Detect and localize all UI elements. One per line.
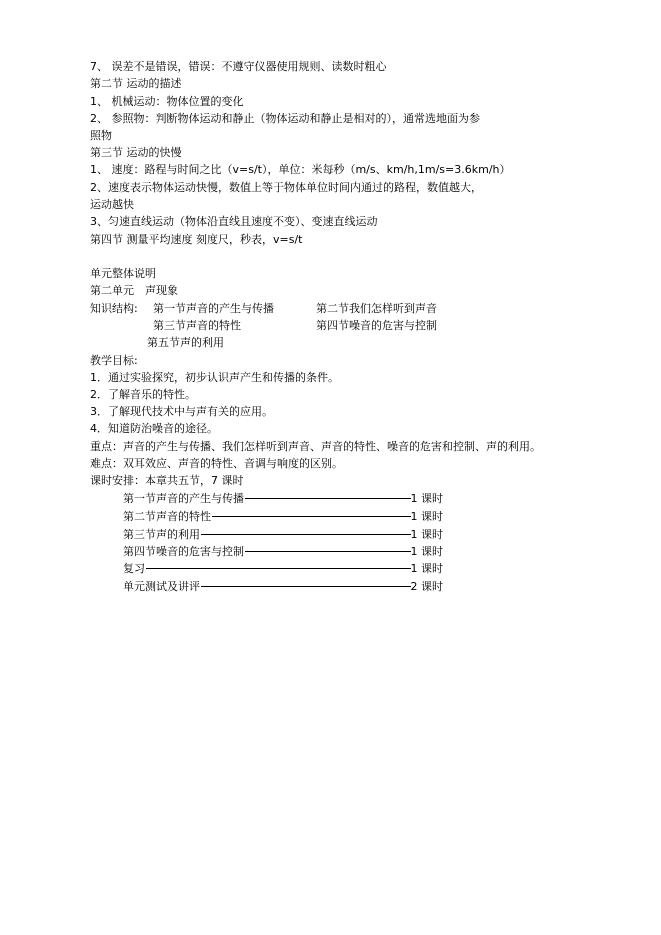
section-heading: 第二节 运动的描述 — [90, 77, 182, 90]
schedule-item-name: 复习 — [123, 562, 145, 575]
key-points: 重点：声音的产生与传播、我们怎样听到声音、声音的特性、噪音的危害和控制、声的利用。 — [90, 440, 541, 453]
schedule-row — [123, 510, 443, 523]
text-line: 1、 速度：路程与时间之比（v=s/t），单位：米每秒（m/s、km/h,1m/s=3.6km/h） — [90, 163, 511, 176]
schedule-row — [123, 545, 443, 558]
text-line: 1、 机械运动：物体位置的变化 — [90, 95, 244, 108]
structure-label: 知识结构: — [90, 302, 138, 315]
text-line: 2、 参照物：判断物体运动和静止（物体运动和静止是相对的），通常选地面为参 — [90, 112, 480, 125]
goal-item: 2．了解音乐的特性。 — [90, 388, 196, 401]
text-line: 2、速度表示物体运动快慢，数值上等于物体单位时间内通过的路程，数值越大， — [90, 181, 482, 194]
schedule-row — [123, 580, 443, 593]
structure-item: 第二节我们怎样听到声音 — [316, 302, 437, 315]
section-heading: 第四节 测量平均速度 刻度尺，秒表，v=s/t — [90, 233, 303, 246]
difficult-points: 难点：双耳效应、声音的特性、音调与响度的区别。 — [90, 457, 343, 470]
schedule-item-name: 单元测试及讲评 — [123, 580, 200, 593]
structure-item: 第一节声音的产生与传播 — [153, 302, 274, 315]
text-line: 照物 — [90, 129, 112, 142]
schedule-item-name: 第三节声的利用 — [123, 528, 200, 541]
goal-item: 3．了解现代技术中与声有关的应用。 — [90, 405, 273, 418]
schedule-item-time: 2 课时 — [410, 580, 443, 593]
goal-item: 4．知道防治噪音的途径。 — [90, 422, 218, 435]
goal-item: 1．通过实验探究，初步认识声产生和传播的条件。 — [90, 371, 339, 384]
structure-item: 第五节声的利用 — [147, 336, 224, 349]
structure-item: 第四节噪音的危害与控制 — [316, 319, 437, 332]
schedule-row — [123, 562, 443, 575]
text-line: 7、 误差不是错误，错误：不遵守仪器使用规则、读数时粗心 — [90, 60, 387, 73]
text-line: 运动越快 — [90, 198, 134, 211]
schedule-item-name: 第四节噪音的危害与控制 — [123, 545, 244, 558]
schedule-item-name: 第一节声音的产生与传播 — [123, 492, 244, 505]
text-line: 3、匀速直线运动（物体沿直线且速度不变）、变速直线运动 — [90, 215, 378, 228]
unit-name: 第二单元 声现象 — [90, 284, 178, 297]
unit-title: 单元整体说明 — [90, 267, 156, 280]
schedule-item-time: 1 课时 — [410, 545, 443, 558]
structure-item: 第三节声音的特性 — [153, 319, 241, 332]
schedule-item-name: 第二节声音的特性 — [123, 510, 211, 523]
schedule-item-time: 1 课时 — [410, 492, 443, 505]
schedule-item-time: 1 课时 — [410, 528, 443, 541]
schedule-item-time: 1 课时 — [410, 562, 443, 575]
schedule-row — [123, 528, 443, 541]
goals-title: 教学目标: — [90, 354, 138, 367]
schedule-title: 课时安排：本章共五节，7 课时 — [90, 474, 244, 487]
schedule-row — [123, 492, 443, 505]
schedule-item-time: 1 课时 — [410, 510, 443, 523]
section-heading: 第三节 运动的快慢 — [90, 146, 182, 159]
leader-line — [123, 568, 411, 569]
